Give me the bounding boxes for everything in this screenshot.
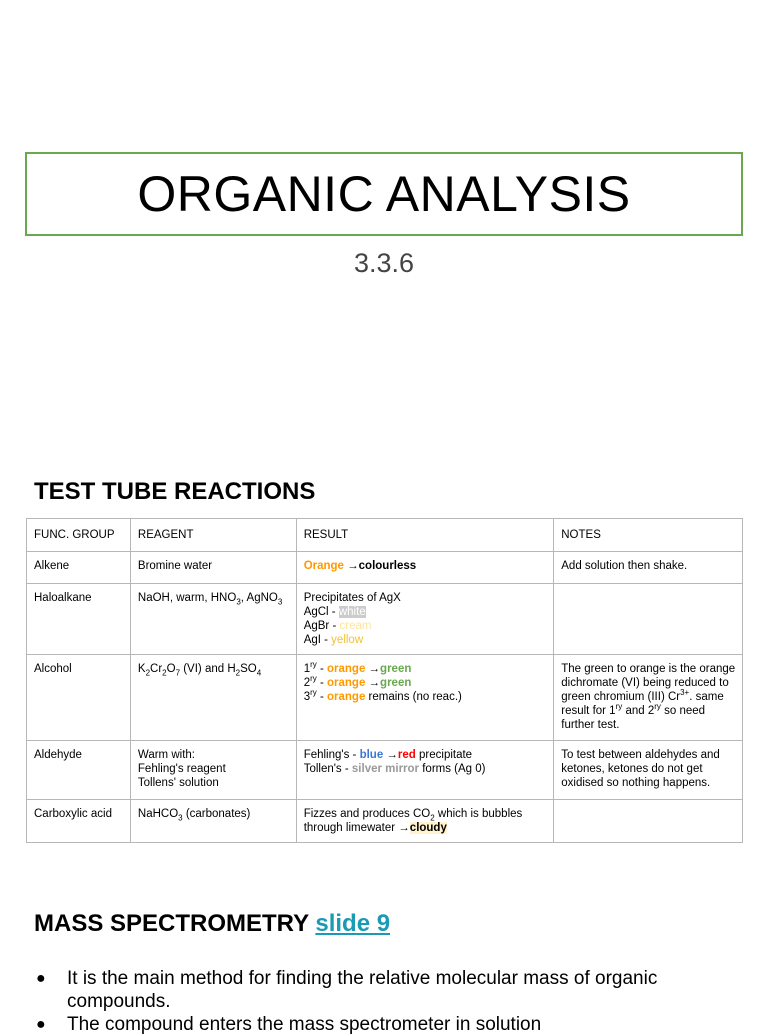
result-text: which is bubbles through limewater → [303,808,523,834]
table-row [27,800,743,843]
subscript: 2 [430,813,435,823]
header-func-group: FUNC. GROUP [27,519,131,552]
result-text: remains (no reac.) [365,691,462,703]
result-cloudy: cloudy [409,822,447,834]
cell-result-alcohol [296,655,554,741]
result-red: red [397,749,416,761]
cell-reagent-alkene: Bromine water [130,552,296,584]
result-text: - [316,677,327,689]
result-line [304,605,548,619]
cell-notes-alkene: Add solution then shake. [554,552,743,584]
result-text: - [316,691,327,703]
result-white: white [338,606,366,618]
subscript: 2 [145,668,151,678]
result-blue: blue [359,749,384,761]
cell-group-carboxylic: Carboxylic acid [27,800,131,843]
cell-group-aldehyde: Aldehyde [27,741,131,800]
result-green: green [380,677,412,689]
reagent-line: Warm with: [137,749,195,761]
page-title: ORGANIC ANALYSIS [137,166,631,222]
result-text: AgI - [303,634,332,646]
result-text: forms (Ag 0) [419,763,486,775]
reagent-text: (VI) and H [180,663,236,675]
reagent-text: (carbonates) [182,808,251,820]
cell-notes-carboxylic [554,800,743,843]
result-line [304,676,548,690]
mass-spec-heading-text: MASS SPECTROMETRY [34,910,316,937]
header-reagent: REAGENT [130,519,296,552]
superscript: ry [310,688,317,698]
result-text: Tollen's - [303,763,352,775]
notes-text: . same result for 1 [561,691,724,717]
superscript: ry [654,702,661,712]
table-row [27,741,743,800]
page-subtitle: 3.3.6 [353,248,415,278]
reagent-line: Tollens' solution [137,777,219,789]
superscript: ry [310,674,317,684]
result-text: precipitate [415,749,473,761]
cell-result-alkene [296,552,554,584]
result-line [304,748,548,762]
result-orange: orange [327,663,366,675]
arrow: → [343,560,359,572]
bullet-text: It is the main method for finding the relative molecular mass of organic compounds. [67,968,658,1012]
reagent-text: O [166,663,176,675]
section-heading-test-tube: TEST TUBE REACTIONS [34,478,316,505]
result-text: AgBr - [303,620,340,632]
superscript: 3+ [680,688,690,698]
result-line: Precipitates of AgX [303,592,401,604]
section-heading-mass-spec [34,910,390,938]
list-item [34,967,734,1013]
result-text: Fehling's - [303,749,360,761]
result-green: green [380,663,412,675]
result-text: 1 [303,663,311,675]
notes-text: and 2 [622,705,655,717]
result-text: Fizzes and produces CO [303,808,431,820]
result-yellow: yellow [331,634,364,646]
cell-group-haloalkane: Haloalkane [27,584,131,655]
cell-result-carboxylic [296,800,554,843]
subscript: 3 [236,597,241,607]
reagent-text: K [137,663,146,675]
list-item [34,1013,734,1036]
result-text: 2 [303,677,311,689]
header-result: RESULT [296,519,554,552]
mass-spec-bullet-list [34,967,734,1036]
cell-notes-alcohol [554,655,743,741]
result-text: AgCl - [303,606,339,618]
result-silver-mirror: silver mirror [351,763,420,775]
test-tube-reactions-table [26,518,743,843]
cell-reagent-aldehyde [130,741,296,800]
table-header-row [27,519,743,552]
reagent-text: SO [240,663,257,675]
reagent-text: Cr [150,663,163,675]
title-box [25,152,743,236]
result-line [304,619,548,633]
result-line [304,762,548,776]
header-notes: NOTES [554,519,743,552]
reagent-text: NaHCO [137,808,179,820]
subscript: 3 [178,813,183,823]
subscript: 3 [277,597,283,607]
cell-reagent-carboxylic [130,800,296,843]
superscript: ry [310,660,317,670]
cell-group-alcohol: Alcohol [27,655,131,741]
bullet-icon: ● [36,1016,46,1033]
table-row [27,552,743,584]
cell-group-alkene: Alkene [27,552,131,584]
cell-notes-haloalkane [554,584,743,655]
result-cream: cream [339,620,372,632]
result-orange: Orange [303,560,344,572]
result-text: - [316,663,327,675]
subscript: 7 [175,668,181,678]
bullet-text: The compound enters the mass spectrometer in solution [67,1014,542,1035]
result-text: 3 [303,691,311,703]
arrow: → [383,749,398,761]
result-colourless: colourless [358,560,417,572]
cell-result-aldehyde [296,741,554,800]
result-line [304,662,548,676]
notes-text: The green to orange is the orange dichromate (VI) being reduced to green chromium (III) Cr [561,663,736,703]
bullet-icon: ● [36,970,46,987]
table-row [27,584,743,655]
reagent-text: NaOH, warm, HNO [137,592,237,604]
result-orange: orange [327,677,366,689]
cell-result-haloalkane [296,584,554,655]
cell-notes-aldehyde: To test between aldehydes and ketones, ketones do not get oxidised so nothing happens. [554,741,743,800]
cell-reagent-haloalkane [130,584,296,655]
arrow: → [365,677,381,689]
subscript: 2 [162,668,167,678]
notes-text: so need further test. [561,705,706,731]
cell-reagent-alcohol [130,655,296,741]
result-line [304,633,548,647]
reagent-text: , AgNO [240,592,278,604]
superscript: ry [615,702,623,712]
result-line [304,690,548,704]
table-row [27,655,743,741]
slide-9-link[interactable]: slide 9 [315,910,391,937]
subscript: 2 [235,668,241,678]
result-orange: orange [327,691,366,703]
arrow: → [365,663,381,675]
reagent-line: Fehling's reagent [137,763,226,775]
subscript: 4 [256,668,262,678]
